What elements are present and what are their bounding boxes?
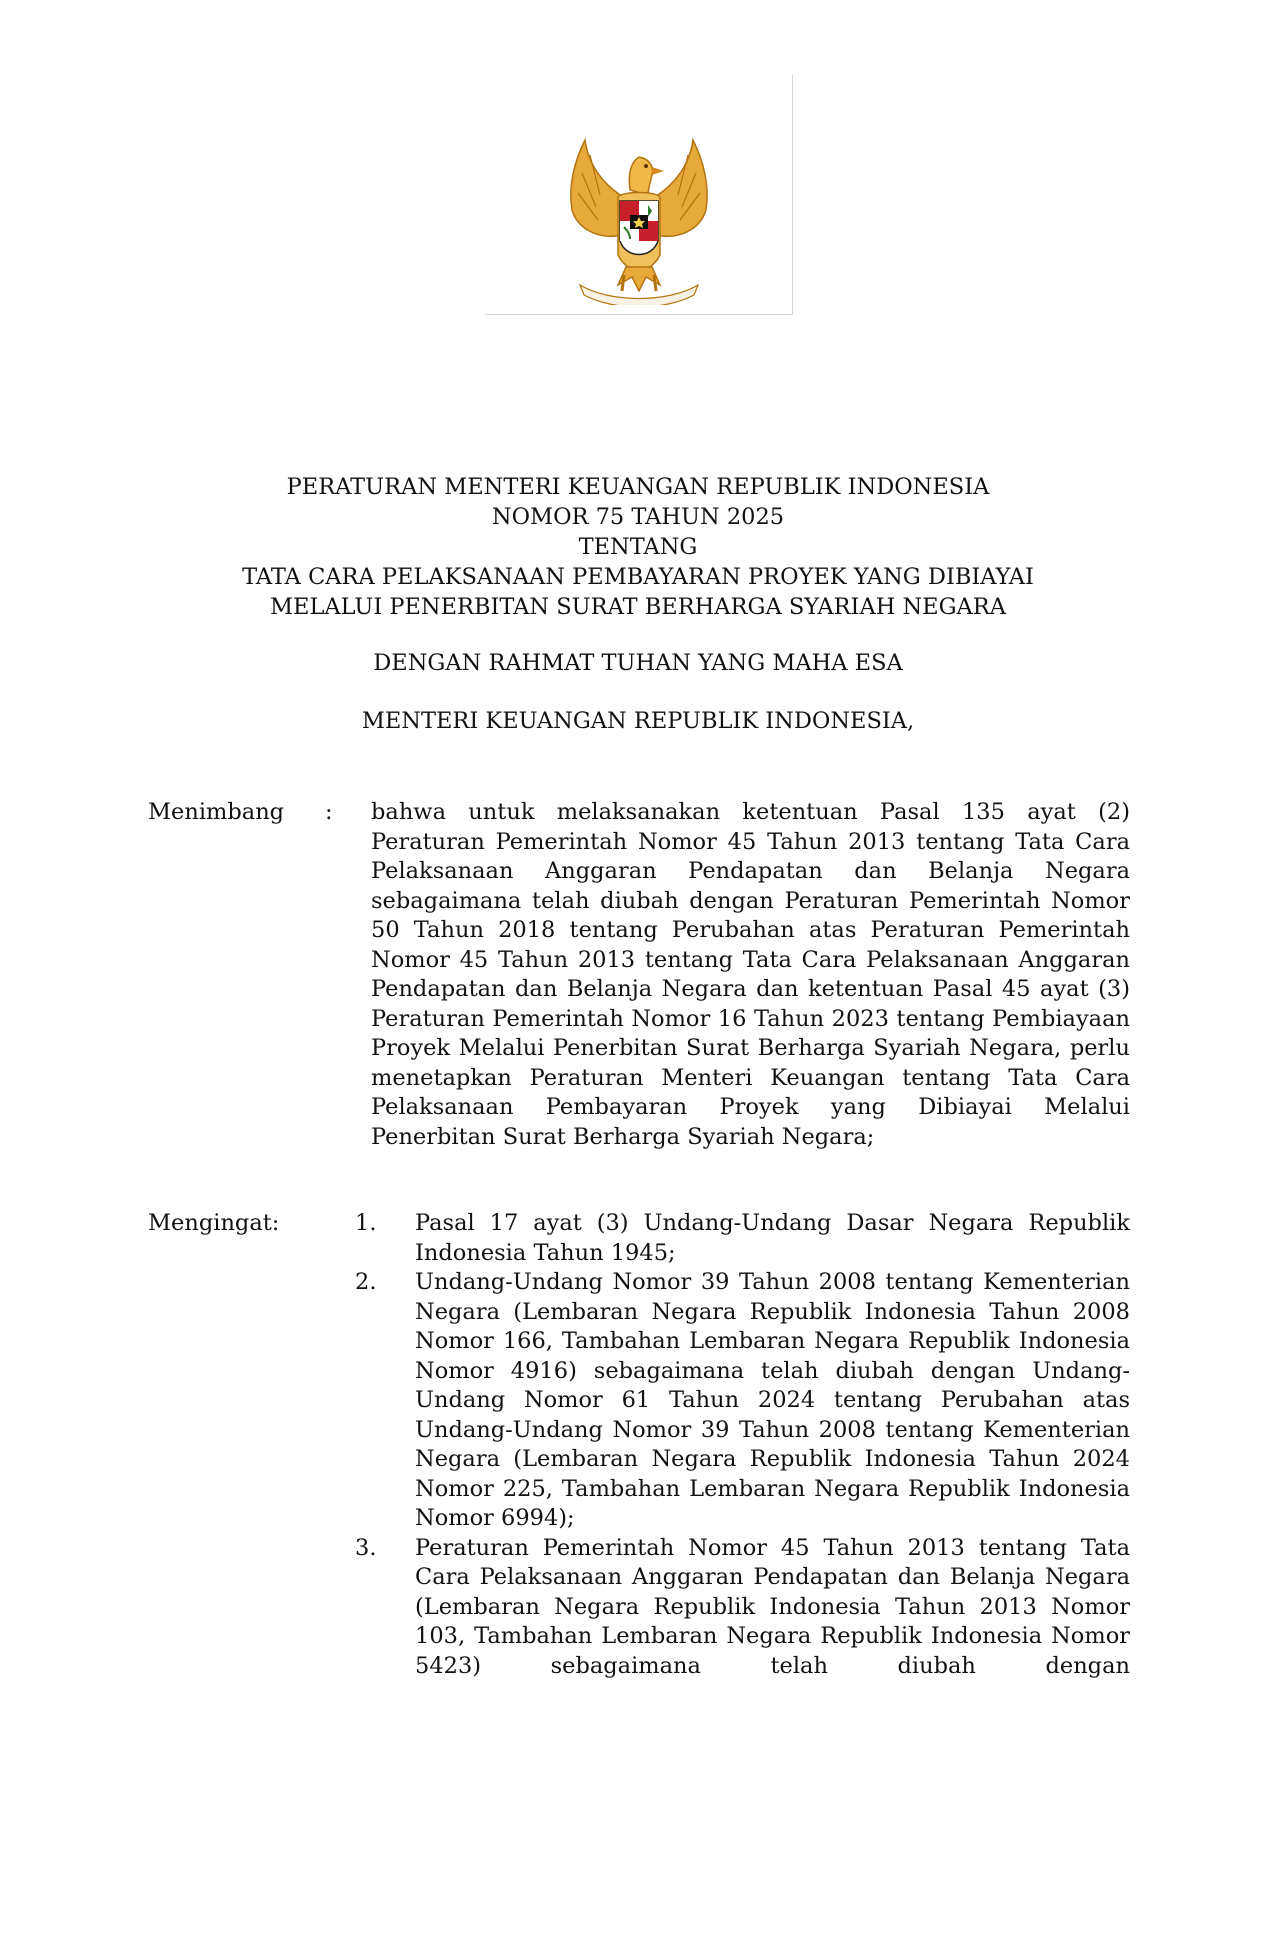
list-item xyxy=(355,1268,1130,1534)
authority-line: MENTERI KEUANGAN REPUBLIK INDONESIA, xyxy=(361,708,915,734)
list-item-number: 2. xyxy=(355,1269,377,1295)
regulation-heading xyxy=(140,472,1136,622)
list-item-number: 1. xyxy=(355,1210,377,1236)
list-item xyxy=(355,1534,1130,1682)
mengingat-label: Mengingat: xyxy=(148,1210,280,1236)
heading-subject-line-2: MELALUI PENERBITAN SURAT BERHARGA SYARIAH NEGARA xyxy=(270,594,1006,620)
list-item-text: Undang-Undang Nomor 39 Tahun 2008 tentang Kementerian Negara (Lembaran Negara Republik Indonesia Tahun 2008 Nomor 166, Tambahan Lembaran Negara Republik Indonesia Nomor 4916) sebagaimana telah diubah dengan Undang-Undang Nomor 61 Tahun 2024 tentang Perubahan atas Undang-Undang Nomor 39 Tahun 2008 tentang Kementerian Negara (Lembaran Negara Republik Indonesia Tahun 2024 Nomor 225, Tambahan Lembaran Negara Republik Indonesia Nomor 6994); xyxy=(415,1269,1130,1531)
menimbang-colon: : xyxy=(325,799,333,825)
heading-number: NOMOR 75 TAHUN 2025 xyxy=(491,504,785,530)
heading-subject-line-1: TATA CARA PELAKSANAAN PEMBAYARAN PROYEK YANG DIBIAYAI xyxy=(242,564,1034,590)
garuda-emblem-icon xyxy=(560,135,718,305)
list-item-number: 3. xyxy=(355,1534,377,1561)
emblem-frame xyxy=(485,75,793,315)
menimbang-label: Menimbang xyxy=(148,799,285,825)
heading-tentang: TENTANG xyxy=(578,534,698,560)
mengingat-list xyxy=(355,1209,1130,1681)
preamble: DENGAN RAHMAT TUHAN YANG MAHA ESA xyxy=(373,650,903,676)
list-item xyxy=(355,1209,1130,1268)
heading-title: PERATURAN MENTERI KEUANGAN REPUBLIK INDONESIA xyxy=(286,474,990,500)
list-item-text: Pasal 17 ayat (3) Undang-Undang Dasar Negara Republik Indonesia Tahun 1945; xyxy=(415,1210,1130,1266)
list-item-text: Peraturan Pemerintah Nomor 45 Tahun 2013 tentang Tata Cara Pelaksanaan Anggaran Pendapatan dan Belanja Negara (Lembaran Negara Republik Indonesia Tahun 2013 Nomor 103, Tambahan Lembaran Negara Republik Indonesia Nomor 5423) sebagaimana telah diubah dengan xyxy=(415,1534,1130,1679)
menimbang-text: bahwa untuk melaksanakan ketentuan Pasal 135 ayat (2) Peraturan Pemerintah Nomor 45 Tahun 2013 tentang Tata Cara Pelaksanaan Anggaran Pendapatan dan Belanja Negara sebagaimana telah diubah dengan Peraturan Pemerintah Nomor 50 Tahun 2018 tentang Perubahan atas Peraturan Pemerintah Nomor 45 Tahun 2013 tentang Tata Cara Pelaksanaan Anggaran Pendapatan dan Belanja Negara dan ketentuan Pasal 45 ayat (3) Peraturan Pemerintah Nomor 16 Tahun 2023 tentang Pembiayaan Proyek Melalui Penerbitan Surat Berharga Syariah Negara, perlu menetapkan Peraturan Menteri Keuangan tentang Tata Cara Pelaksanaan Pembayaran Proyek yang Dibiayai Melalui Penerbitan Surat Berharga Syariah Negara; xyxy=(371,799,1130,1150)
